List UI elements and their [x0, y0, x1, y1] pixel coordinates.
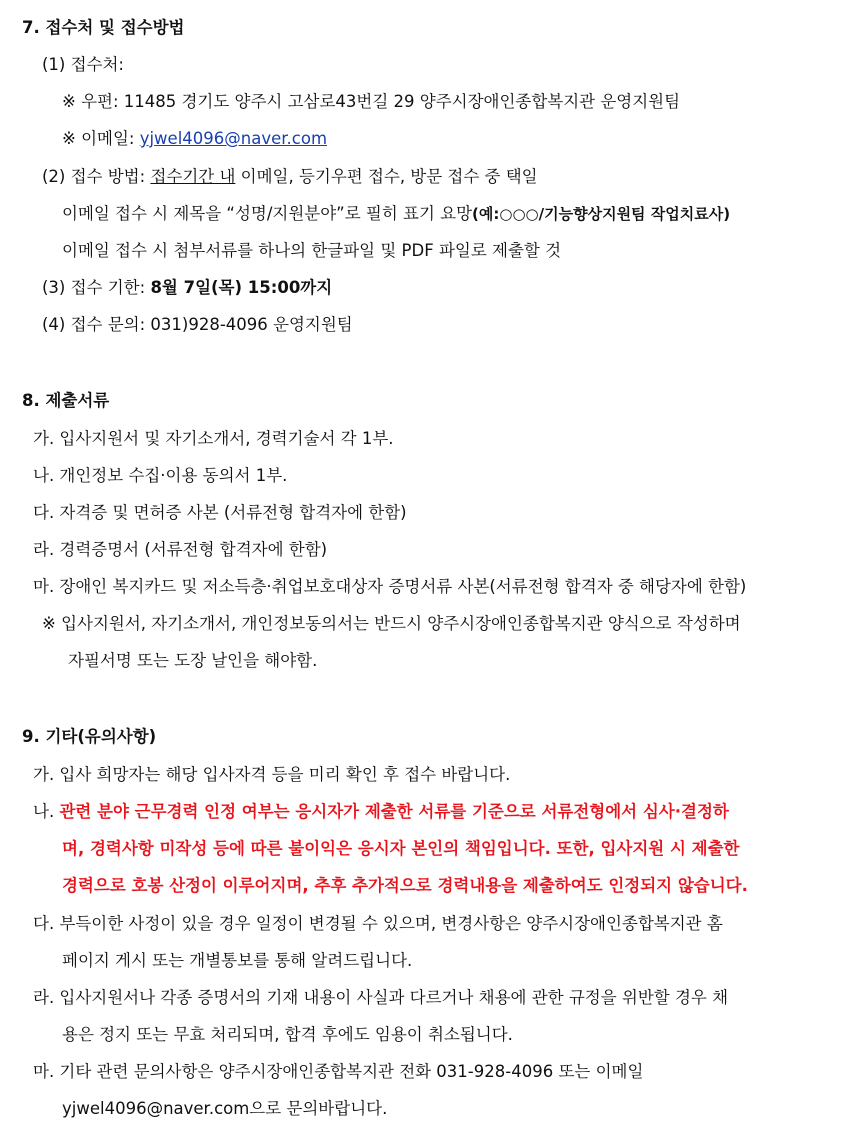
documents-note: ※ 입사지원서, 자기소개서, 개인정보동의서는 반드시 양주시장애인종합복지관 양식으로 작성하며 — [42, 614, 741, 633]
reception-method — [42, 166, 538, 188]
postal-address: ※ 우편: 11485 경기도 양주시 고삼로43번길 29 양주시장애인종합복지관 운영지원팀 — [62, 92, 681, 111]
attachment-rule: 이메일 접수 시 첨부서류를 하나의 한글파일 및 PDF 파일로 제출할 것 — [62, 241, 562, 260]
document-item: 가. 입사지원서 및 자기소개서, 경력기술서 각 1부. — [33, 429, 394, 448]
notice-item-da-cont: 페이지 게시 또는 개별통보를 통해 알려드립니다. — [62, 951, 413, 970]
reception-deadline-prefix: (3) 접수 기한: — [42, 278, 151, 297]
section-9-heading: 9. 기타(유의사항) — [22, 727, 157, 746]
documents-note-cont: 자필서명 또는 도장 날인을 해야함. — [68, 651, 318, 670]
section-8-heading: 8. 제출서류 — [22, 391, 110, 410]
reception-place-label: (1) 접수처: — [42, 55, 124, 74]
notice-item-ma: 마. 기타 관련 문의사항은 양주시장애인종합복지관 전화 031-928-4096 또는 이메일 — [33, 1062, 644, 1081]
section-7-heading: 7. 접수처 및 접수방법 — [22, 18, 185, 37]
notice-item-ra: 라. 입사지원서나 각종 증명서의 기재 내용이 사실과 다르거나 채용에 관한 규정을 위반할 경우 채 — [33, 988, 729, 1007]
email-prefix: ※ 이메일: — [62, 129, 140, 148]
reception-method-rest: 이메일, 등기우편 접수, 방문 접수 중 택일 — [235, 167, 538, 186]
reception-deadline — [42, 277, 332, 299]
reception-method-prefix: (2) 접수 방법: — [42, 167, 151, 186]
career-warning-line: 경력으로 호봉 산정이 이루어지며, 추후 추가적으로 경력내용을 제출하여도 인정되지 않습니다. — [62, 876, 748, 895]
notice-item-na — [33, 801, 729, 823]
career-warning-line: 며, 경력사항 미작성 등에 따른 불이익은 응시자 본인의 책임입니다. 또한, 입사지원 시 제출한 — [62, 839, 740, 858]
notice-item-da: 다. 부득이한 사정이 있을 경우 일정이 변경될 수 있으며, 변경사항은 양주시장애인종합복지관 홈 — [33, 914, 723, 933]
document-item: 다. 자격증 및 면허증 사본 (서류전형 합격자에 한함) — [33, 503, 407, 522]
email-subject-rule — [62, 203, 730, 225]
notice-item-ra-cont: 용은 정지 또는 무효 처리되며, 합격 후에도 임용이 취소됩니다. — [62, 1025, 513, 1044]
email-subject-example: (예:○○○/기능향상지원팀 작업치료사) — [472, 205, 731, 223]
reception-period-underlined: 접수기간 내 — [150, 167, 236, 186]
email-subject-rule-text: 이메일 접수 시 제목을 “성명/지원분야”로 필히 표기 요망 — [62, 204, 473, 223]
email-link[interactable]: yjwel4096@naver.com — [139, 129, 328, 148]
document-item: 마. 장애인 복지카드 및 저소득층·취업보호대상자 증명서류 사본(서류전형 합격자 중 해당자에 한함) — [33, 577, 747, 596]
email-line — [62, 128, 327, 150]
document-item: 라. 경력증명서 (서류전형 합격자에 한함) — [33, 540, 328, 559]
notice-item-na-marker: 나. — [33, 802, 60, 821]
reception-inquiry: (4) 접수 문의: 031)928-4096 운영지원팀 — [42, 315, 353, 334]
notice-item-ga: 가. 입사 희망자는 해당 입사자격 등을 미리 확인 후 접수 바랍니다. — [33, 765, 511, 784]
notice-item-ma-cont: yjwel4096@naver.com으로 문의바랍니다. — [62, 1099, 388, 1118]
career-warning-line: 관련 분야 근무경력 인정 여부는 응시자가 제출한 서류를 기준으로 서류전형에서 심사·결정하 — [59, 802, 729, 821]
document-item: 나. 개인정보 수집·이용 동의서 1부. — [33, 466, 288, 485]
reception-deadline-date: 8월 7일(목) 15:00까지 — [150, 278, 333, 297]
